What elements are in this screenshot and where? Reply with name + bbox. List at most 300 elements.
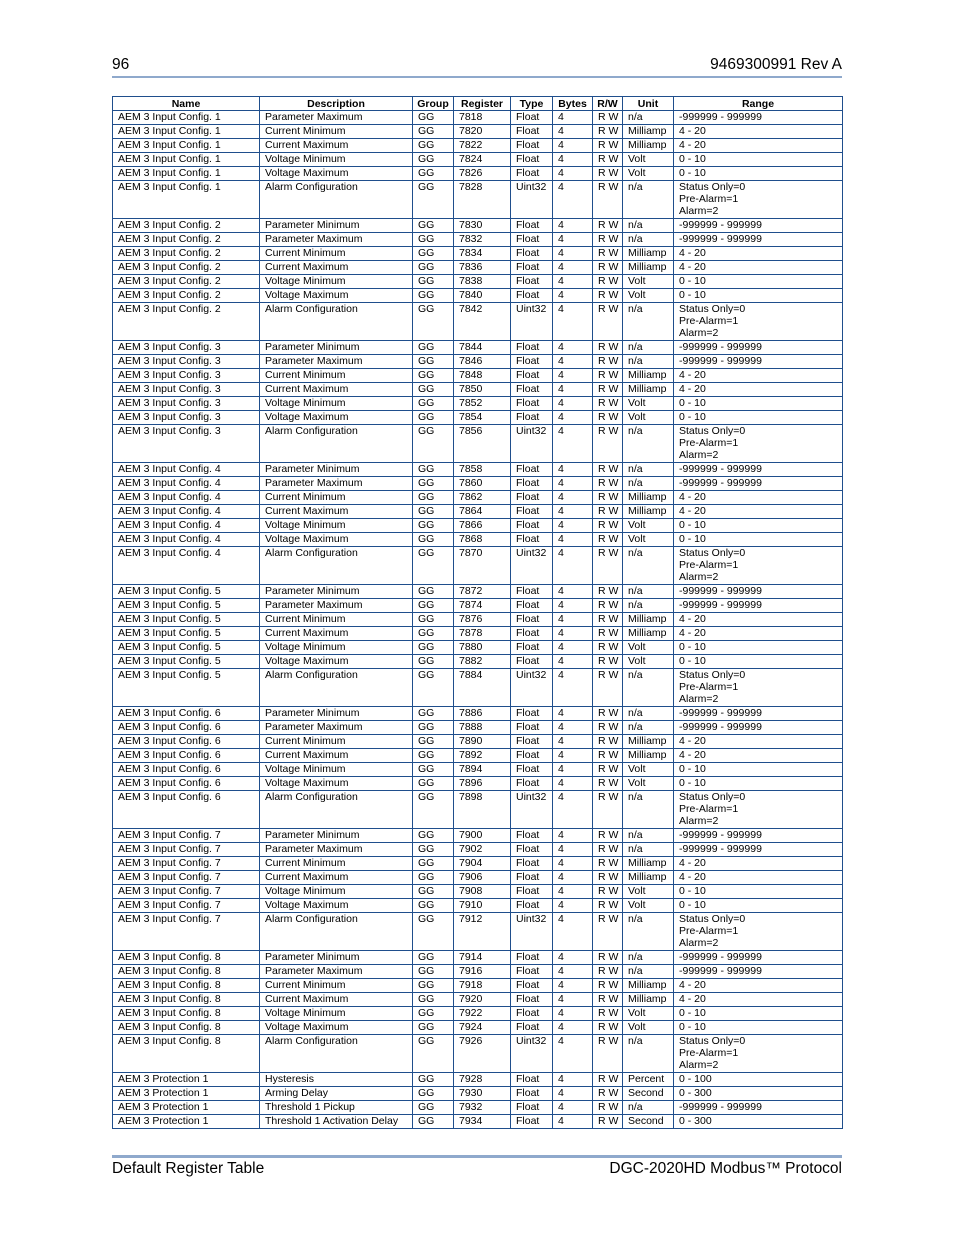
rw-cell: R W — [593, 749, 623, 763]
range-line: Alarm=2 — [679, 205, 719, 217]
description-cell: Current Maximum — [260, 505, 413, 519]
table-row — [113, 749, 843, 763]
unit-cell: Milliamp — [623, 735, 674, 749]
range-cell: 0 - 10 — [674, 411, 843, 425]
table-row — [113, 913, 843, 951]
group-cell: GG — [413, 233, 454, 247]
col-header-register: Register — [454, 97, 511, 111]
name-cell: AEM 3 Input Config. 8 — [113, 951, 260, 965]
description-cell: Parameter Maximum — [260, 477, 413, 491]
bytes-cell: 4 — [553, 1007, 593, 1021]
range-cell: -999999 - 999999 — [674, 965, 843, 979]
table-row — [113, 627, 843, 641]
table-row — [113, 843, 843, 857]
type-cell: Float — [511, 1101, 553, 1115]
rw-cell: R W — [593, 1007, 623, 1021]
bytes-cell: 4 — [553, 599, 593, 613]
register-cell: 7918 — [454, 979, 511, 993]
register-cell: 7888 — [454, 721, 511, 735]
unit-cell: n/a — [623, 669, 674, 707]
group-cell: GG — [413, 547, 454, 585]
description-cell: Voltage Minimum — [260, 153, 413, 167]
register-cell: 7894 — [454, 763, 511, 777]
table-row — [113, 655, 843, 669]
register-cell: 7834 — [454, 247, 511, 261]
rw-cell: R W — [593, 397, 623, 411]
register-cell: 7866 — [454, 519, 511, 533]
type-cell: Float — [511, 533, 553, 547]
rw-cell: R W — [593, 383, 623, 397]
name-cell: AEM 3 Protection 1 — [113, 1115, 260, 1129]
range-cell: 4 - 20 — [674, 369, 843, 383]
name-cell: AEM 3 Input Config. 6 — [113, 735, 260, 749]
bytes-cell: 4 — [553, 261, 593, 275]
bytes-cell: 4 — [553, 791, 593, 829]
rw-cell: R W — [593, 627, 623, 641]
table-row — [113, 547, 843, 585]
range-cell: -999999 - 999999 — [674, 111, 843, 125]
type-cell: Float — [511, 951, 553, 965]
range-cell: -999999 - 999999 — [674, 843, 843, 857]
bytes-cell: 4 — [553, 641, 593, 655]
table-row — [113, 289, 843, 303]
description-cell: Hysteresis — [260, 1073, 413, 1087]
unit-cell: n/a — [623, 1101, 674, 1115]
name-cell: AEM 3 Input Config. 4 — [113, 505, 260, 519]
bytes-cell: 4 — [553, 233, 593, 247]
register-cell: 7930 — [454, 1087, 511, 1101]
type-cell: Float — [511, 627, 553, 641]
unit-cell: Volt — [623, 641, 674, 655]
description-cell: Voltage Minimum — [260, 763, 413, 777]
register-cell: 7914 — [454, 951, 511, 965]
unit-cell: Volt — [623, 655, 674, 669]
range-line: Alarm=2 — [679, 449, 719, 461]
bytes-cell: 4 — [553, 585, 593, 599]
group-cell: GG — [413, 1087, 454, 1101]
description-cell: Alarm Configuration — [260, 303, 413, 341]
bytes-cell: 4 — [553, 777, 593, 791]
table-header-row — [113, 97, 843, 111]
range-cell — [674, 1035, 843, 1073]
description-cell: Parameter Maximum — [260, 721, 413, 735]
unit-cell: Milliamp — [623, 369, 674, 383]
register-cell: 7872 — [454, 585, 511, 599]
group-cell: GG — [413, 721, 454, 735]
group-cell: GG — [413, 369, 454, 383]
range-cell: 4 - 20 — [674, 857, 843, 871]
register-cell: 7926 — [454, 1035, 511, 1073]
page-footer — [112, 1160, 842, 1180]
register-cell: 7882 — [454, 655, 511, 669]
description-cell: Parameter Maximum — [260, 233, 413, 247]
description-cell: Parameter Minimum — [260, 829, 413, 843]
description-cell: Alarm Configuration — [260, 913, 413, 951]
range-line: Alarm=2 — [679, 693, 719, 705]
bytes-cell: 4 — [553, 763, 593, 777]
type-cell: Uint32 — [511, 1035, 553, 1073]
group-cell: GG — [413, 181, 454, 219]
unit-cell: Volt — [623, 533, 674, 547]
bytes-cell: 4 — [553, 397, 593, 411]
group-cell: GG — [413, 599, 454, 613]
rw-cell: R W — [593, 857, 623, 871]
description-cell: Parameter Minimum — [260, 341, 413, 355]
rw-cell: R W — [593, 505, 623, 519]
type-cell: Float — [511, 749, 553, 763]
rw-cell: R W — [593, 721, 623, 735]
range-line: Alarm=2 — [679, 937, 719, 949]
section-title: Default Register Table — [112, 1160, 265, 1177]
type-cell: Float — [511, 505, 553, 519]
bytes-cell: 4 — [553, 289, 593, 303]
type-cell: Float — [511, 1087, 553, 1101]
register-cell: 7828 — [454, 181, 511, 219]
unit-cell: Milliamp — [623, 139, 674, 153]
name-cell: AEM 3 Input Config. 8 — [113, 965, 260, 979]
type-cell: Float — [511, 167, 553, 181]
unit-cell: Milliamp — [623, 247, 674, 261]
type-cell: Float — [511, 289, 553, 303]
name-cell: AEM 3 Input Config. 2 — [113, 275, 260, 289]
rw-cell: R W — [593, 533, 623, 547]
range-line: Status Only=0 — [679, 303, 746, 315]
table-row — [113, 181, 843, 219]
bytes-cell: 4 — [553, 463, 593, 477]
register-cell: 7842 — [454, 303, 511, 341]
description-cell: Voltage Minimum — [260, 275, 413, 289]
unit-cell: n/a — [623, 707, 674, 721]
range-cell: 4 - 20 — [674, 505, 843, 519]
type-cell: Float — [511, 885, 553, 899]
bytes-cell: 4 — [553, 383, 593, 397]
rw-cell: R W — [593, 965, 623, 979]
description-cell: Current Maximum — [260, 383, 413, 397]
name-cell: AEM 3 Input Config. 8 — [113, 979, 260, 993]
description-cell: Voltage Maximum — [260, 777, 413, 791]
range-line: Status Only=0 — [679, 669, 746, 681]
bytes-cell: 4 — [553, 139, 593, 153]
rw-cell: R W — [593, 1035, 623, 1073]
name-cell: AEM 3 Input Config. 4 — [113, 463, 260, 477]
type-cell: Float — [511, 871, 553, 885]
col-header-rw: R/W — [593, 97, 623, 111]
name-cell: AEM 3 Input Config. 3 — [113, 341, 260, 355]
description-cell: Parameter Minimum — [260, 951, 413, 965]
name-cell: AEM 3 Input Config. 7 — [113, 899, 260, 913]
description-cell: Voltage Minimum — [260, 397, 413, 411]
rw-cell: R W — [593, 355, 623, 369]
rw-cell: R W — [593, 899, 623, 913]
bytes-cell: 4 — [553, 721, 593, 735]
register-cell: 7910 — [454, 899, 511, 913]
group-cell: GG — [413, 341, 454, 355]
bytes-cell: 4 — [553, 547, 593, 585]
rw-cell: R W — [593, 463, 623, 477]
description-cell: Current Maximum — [260, 871, 413, 885]
unit-cell: Volt — [623, 411, 674, 425]
unit-cell: Volt — [623, 899, 674, 913]
bytes-cell: 4 — [553, 871, 593, 885]
table-row — [113, 669, 843, 707]
bytes-cell: 4 — [553, 303, 593, 341]
range-line: Status Only=0 — [679, 791, 746, 803]
unit-cell: n/a — [623, 303, 674, 341]
range-cell: -999999 - 999999 — [674, 233, 843, 247]
bytes-cell: 4 — [553, 1115, 593, 1129]
range-line: Pre-Alarm=1 — [679, 193, 739, 205]
range-cell: 4 - 20 — [674, 735, 843, 749]
unit-cell: Volt — [623, 1021, 674, 1035]
table-row — [113, 829, 843, 843]
range-cell — [674, 181, 843, 219]
type-cell: Uint32 — [511, 181, 553, 219]
description-cell: Current Maximum — [260, 993, 413, 1007]
name-cell: AEM 3 Input Config. 7 — [113, 843, 260, 857]
bytes-cell: 4 — [553, 477, 593, 491]
name-cell: AEM 3 Input Config. 2 — [113, 233, 260, 247]
range-cell: 0 - 300 — [674, 1115, 843, 1129]
register-cell: 7886 — [454, 707, 511, 721]
type-cell: Float — [511, 655, 553, 669]
name-cell: AEM 3 Input Config. 3 — [113, 383, 260, 397]
rw-cell: R W — [593, 843, 623, 857]
type-cell: Uint32 — [511, 913, 553, 951]
rw-cell: R W — [593, 167, 623, 181]
range-line: Alarm=2 — [679, 815, 719, 827]
group-cell: GG — [413, 139, 454, 153]
bytes-cell: 4 — [553, 219, 593, 233]
bytes-cell: 4 — [553, 857, 593, 871]
register-cell: 7818 — [454, 111, 511, 125]
name-cell: AEM 3 Input Config. 5 — [113, 599, 260, 613]
type-cell: Float — [511, 111, 553, 125]
unit-cell: n/a — [623, 477, 674, 491]
description-cell: Current Minimum — [260, 857, 413, 871]
register-cell: 7892 — [454, 749, 511, 763]
range-line: Pre-Alarm=1 — [679, 437, 739, 449]
rw-cell: R W — [593, 993, 623, 1007]
unit-cell: Volt — [623, 1007, 674, 1021]
name-cell: AEM 3 Input Config. 1 — [113, 139, 260, 153]
range-cell: 4 - 20 — [674, 993, 843, 1007]
rw-cell: R W — [593, 777, 623, 791]
unit-cell: Percent — [623, 1073, 674, 1087]
bytes-cell: 4 — [553, 505, 593, 519]
register-cell: 7830 — [454, 219, 511, 233]
type-cell: Float — [511, 735, 553, 749]
type-cell: Float — [511, 1021, 553, 1035]
type-cell: Float — [511, 383, 553, 397]
name-cell: AEM 3 Input Config. 8 — [113, 1021, 260, 1035]
table-row — [113, 153, 843, 167]
name-cell: AEM 3 Input Config. 5 — [113, 655, 260, 669]
bytes-cell: 4 — [553, 369, 593, 383]
table-row — [113, 519, 843, 533]
rw-cell: R W — [593, 585, 623, 599]
type-cell: Float — [511, 585, 553, 599]
bytes-cell: 4 — [553, 111, 593, 125]
register-cell: 7864 — [454, 505, 511, 519]
description-cell: Current Minimum — [260, 491, 413, 505]
range-cell: 4 - 20 — [674, 627, 843, 641]
range-line: Pre-Alarm=1 — [679, 315, 739, 327]
range-cell: -999999 - 999999 — [674, 721, 843, 735]
group-cell: GG — [413, 153, 454, 167]
group-cell: GG — [413, 1115, 454, 1129]
document-title: DGC-2020HD Modbus™ Protocol — [609, 1160, 842, 1177]
name-cell: AEM 3 Input Config. 1 — [113, 153, 260, 167]
register-cell: 7824 — [454, 153, 511, 167]
description-cell: Voltage Maximum — [260, 167, 413, 181]
unit-cell: n/a — [623, 111, 674, 125]
group-cell: GG — [413, 1073, 454, 1087]
name-cell: AEM 3 Protection 1 — [113, 1101, 260, 1115]
group-cell: GG — [413, 829, 454, 843]
range-line: Pre-Alarm=1 — [679, 1047, 739, 1059]
group-cell: GG — [413, 303, 454, 341]
type-cell: Uint32 — [511, 669, 553, 707]
type-cell: Float — [511, 341, 553, 355]
unit-cell: Milliamp — [623, 383, 674, 397]
description-cell: Voltage Minimum — [260, 885, 413, 899]
range-cell: 4 - 20 — [674, 613, 843, 627]
table-row — [113, 885, 843, 899]
group-cell: GG — [413, 275, 454, 289]
type-cell: Float — [511, 369, 553, 383]
bytes-cell: 4 — [553, 533, 593, 547]
unit-cell: n/a — [623, 233, 674, 247]
range-line: Status Only=0 — [679, 1035, 746, 1047]
table-row — [113, 1035, 843, 1073]
name-cell: AEM 3 Input Config. 4 — [113, 477, 260, 491]
range-cell — [674, 791, 843, 829]
rw-cell: R W — [593, 1115, 623, 1129]
register-cell: 7848 — [454, 369, 511, 383]
range-cell: -999999 - 999999 — [674, 1101, 843, 1115]
description-cell: Threshold 1 Activation Delay — [260, 1115, 413, 1129]
range-cell — [674, 913, 843, 951]
unit-cell: Volt — [623, 763, 674, 777]
type-cell: Float — [511, 979, 553, 993]
range-line: Alarm=2 — [679, 1059, 719, 1071]
bytes-cell: 4 — [553, 1073, 593, 1087]
group-cell: GG — [413, 1021, 454, 1035]
range-cell — [674, 303, 843, 341]
rw-cell: R W — [593, 233, 623, 247]
range-cell: 0 - 10 — [674, 153, 843, 167]
description-cell: Voltage Minimum — [260, 641, 413, 655]
type-cell: Uint32 — [511, 547, 553, 585]
rw-cell: R W — [593, 735, 623, 749]
group-cell: GG — [413, 477, 454, 491]
range-cell: 0 - 10 — [674, 1007, 843, 1021]
unit-cell: n/a — [623, 951, 674, 965]
group-cell: GG — [413, 355, 454, 369]
unit-cell: Volt — [623, 777, 674, 791]
range-line: Alarm=2 — [679, 571, 719, 583]
table-row — [113, 1101, 843, 1115]
group-cell: GG — [413, 777, 454, 791]
table-row — [113, 219, 843, 233]
unit-cell: n/a — [623, 341, 674, 355]
type-cell: Float — [511, 613, 553, 627]
unit-cell: n/a — [623, 843, 674, 857]
name-cell: AEM 3 Input Config. 5 — [113, 641, 260, 655]
unit-cell: Volt — [623, 153, 674, 167]
bytes-cell: 4 — [553, 181, 593, 219]
name-cell: AEM 3 Input Config. 1 — [113, 111, 260, 125]
unit-cell: Milliamp — [623, 613, 674, 627]
name-cell: AEM 3 Input Config. 6 — [113, 763, 260, 777]
group-cell: GG — [413, 1101, 454, 1115]
type-cell: Float — [511, 763, 553, 777]
range-cell: -999999 - 999999 — [674, 463, 843, 477]
page-number: 96 — [112, 56, 130, 73]
group-cell: GG — [413, 627, 454, 641]
group-cell: GG — [413, 585, 454, 599]
table-row — [113, 641, 843, 655]
table-row — [113, 763, 843, 777]
unit-cell: Milliamp — [623, 993, 674, 1007]
rw-cell: R W — [593, 1021, 623, 1035]
bytes-cell: 4 — [553, 885, 593, 899]
name-cell: AEM 3 Input Config. 7 — [113, 829, 260, 843]
range-line: Status Only=0 — [679, 913, 746, 925]
name-cell: AEM 3 Input Config. 5 — [113, 585, 260, 599]
rw-cell: R W — [593, 655, 623, 669]
range-cell — [674, 425, 843, 463]
type-cell: Float — [511, 599, 553, 613]
type-cell: Float — [511, 397, 553, 411]
register-cell: 7838 — [454, 275, 511, 289]
name-cell: AEM 3 Input Config. 6 — [113, 777, 260, 791]
bytes-cell: 4 — [553, 829, 593, 843]
table-row — [113, 341, 843, 355]
description-cell: Current Maximum — [260, 139, 413, 153]
bytes-cell: 4 — [553, 951, 593, 965]
range-cell: -999999 - 999999 — [674, 829, 843, 843]
col-header-unit: Unit — [623, 97, 674, 111]
register-cell: 7860 — [454, 477, 511, 491]
table-row — [113, 397, 843, 411]
register-cell: 7868 — [454, 533, 511, 547]
table-row — [113, 993, 843, 1007]
register-cell: 7850 — [454, 383, 511, 397]
range-line: Pre-Alarm=1 — [679, 803, 739, 815]
unit-cell: Milliamp — [623, 125, 674, 139]
rw-cell: R W — [593, 1087, 623, 1101]
description-cell: Voltage Maximum — [260, 411, 413, 425]
group-cell: GG — [413, 519, 454, 533]
register-cell: 7880 — [454, 641, 511, 655]
name-cell: AEM 3 Input Config. 3 — [113, 411, 260, 425]
name-cell: AEM 3 Input Config. 5 — [113, 669, 260, 707]
unit-cell: n/a — [623, 1035, 674, 1073]
type-cell: Float — [511, 641, 553, 655]
description-cell: Current Maximum — [260, 749, 413, 763]
name-cell: AEM 3 Input Config. 6 — [113, 707, 260, 721]
bytes-cell: 4 — [553, 627, 593, 641]
document-id: 9469300991 Rev A — [710, 56, 842, 73]
rw-cell: R W — [593, 341, 623, 355]
range-cell: 0 - 10 — [674, 289, 843, 303]
rw-cell: R W — [593, 871, 623, 885]
range-line: Pre-Alarm=1 — [679, 559, 739, 571]
type-cell: Float — [511, 219, 553, 233]
rw-cell: R W — [593, 139, 623, 153]
group-cell: GG — [413, 871, 454, 885]
